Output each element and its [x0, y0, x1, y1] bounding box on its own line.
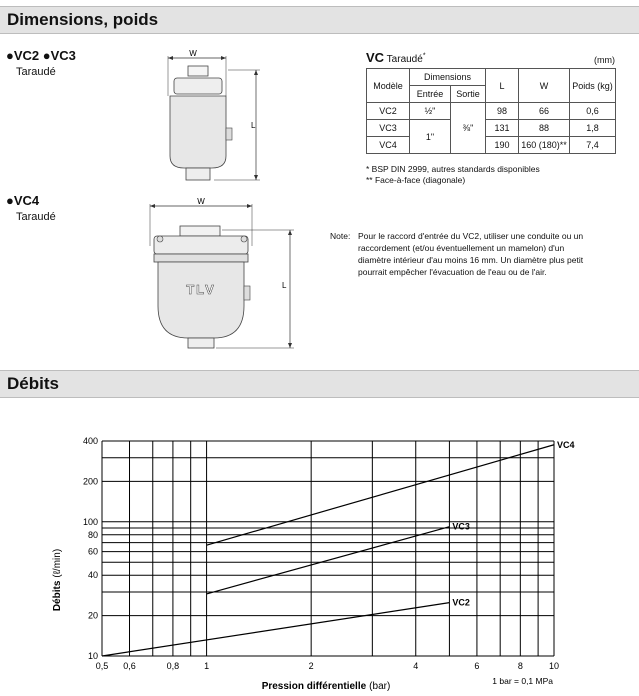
th-dimensions: Dimensions: [410, 69, 486, 86]
y-tick-label: 200: [82, 476, 98, 487]
cell-inlet: ½": [410, 103, 451, 120]
cell-w: 66: [519, 103, 570, 120]
y-tick-label: 100: [82, 516, 98, 527]
vc2-series-line: [102, 603, 449, 656]
x-tick-label: 10: [548, 661, 560, 671]
flow-section-title: Débits: [7, 374, 59, 393]
unit-note: 1 bar = 0,1 MPa: [492, 676, 553, 686]
cell-model: VC2: [367, 103, 410, 120]
th-l: L: [486, 69, 519, 103]
cell-inlet: 1": [410, 120, 451, 154]
cell-model: VC4: [367, 137, 410, 154]
y-tick-label: 60: [87, 546, 98, 557]
table-title-main: VC: [366, 50, 385, 65]
vc4-series-label: VC4: [557, 439, 575, 450]
y-tick-label: 10: [87, 651, 98, 661]
table-unit: (mm): [594, 55, 615, 65]
cell-l: 190: [486, 137, 519, 154]
vc3-series-line: [207, 527, 450, 594]
th-inlet: Entrée: [410, 86, 451, 103]
flow-section-bar: [0, 370, 639, 398]
x-tick-label: 1: [204, 661, 210, 671]
th-w: W: [519, 69, 570, 103]
x-tick-label: 0,8: [166, 661, 180, 671]
vc4-l-label: L: [282, 281, 287, 290]
vc4-series-line: [207, 445, 554, 545]
dimensions-section-title: Dimensions, poids: [7, 10, 159, 29]
cell-outlet: ⅜": [451, 103, 486, 154]
y-tick-label: 20: [87, 610, 98, 621]
x-axis-label: Pression différentielle (bar): [261, 681, 391, 692]
table-title-suffix: Taraudé: [386, 54, 423, 65]
vc4-drawing: [140, 196, 300, 354]
vc3-series-label: VC3: [452, 521, 470, 532]
x-tick-label: 4: [413, 661, 419, 671]
th-model: Modèle: [367, 69, 410, 103]
flow-chart: [0, 420, 639, 696]
dimensions-table: [366, 68, 616, 154]
vc2-w-label: W: [189, 49, 197, 58]
vc2-series-label: VC2: [452, 597, 470, 608]
note-line-1: Pour le raccord d'entrée du VC2, utiliser une conduite ou un: [358, 231, 584, 241]
cell-model: VC3: [367, 120, 410, 137]
y-tick-label: 400: [82, 436, 98, 446]
cell-weight: 1,8: [570, 120, 616, 137]
note-label: Note:: [330, 231, 351, 241]
table-footnote-1: * BSP DIN 2999, autres standards disponibles: [366, 164, 540, 174]
th-weight: Poids (kg): [570, 69, 616, 103]
x-tick-label: 0,5: [95, 661, 109, 671]
vc4-title: ●VC4: [6, 193, 40, 208]
cell-l: 131: [486, 120, 519, 137]
y-axis-label: Débits(ℓ/min): [52, 548, 63, 612]
note-line-3: diamètre intérieur d'au moins 16 mm. Un diamètre plus petit: [358, 255, 584, 265]
th-outlet: Sortie: [451, 86, 486, 103]
cell-weight: 7,4: [570, 137, 616, 154]
y-tick-label: 40: [87, 570, 98, 581]
cell-w: 160 (180)**: [519, 137, 570, 154]
cell-weight: 0,6: [570, 103, 616, 120]
note-line-4: pourrait empêcher l'évacuation de l'eau ou de l'air.: [358, 267, 547, 277]
vc2-vc3-title: ●VC2 ●VC3: [6, 48, 76, 63]
vc4-subtitle: Taraudé: [16, 211, 56, 223]
y-tick-label: 80: [87, 529, 98, 540]
x-tick-label: 8: [517, 661, 523, 671]
vc2-l-label: L: [251, 121, 256, 130]
x-tick-label: 2: [308, 661, 314, 671]
table-title-mark: *: [422, 52, 426, 60]
vc2-vc3-subtitle: Taraudé: [16, 66, 56, 78]
x-tick-label: 6: [474, 661, 480, 671]
table-title: [366, 50, 426, 65]
vc2-vc3-drawing: [160, 44, 270, 189]
vc4-w-label: W: [197, 197, 205, 206]
cell-l: 98: [486, 103, 519, 120]
tlv-logo: TLV: [186, 282, 216, 297]
dimensions-section-bar: [0, 6, 639, 34]
cell-w: 88: [519, 120, 570, 137]
table-footnote-2: ** Face-à-face (diagonale): [366, 175, 466, 185]
note-line-2: raccordement (et/ou éventuellement un mamelon) d'un: [358, 243, 565, 253]
x-tick-label: 0,6: [123, 661, 136, 671]
